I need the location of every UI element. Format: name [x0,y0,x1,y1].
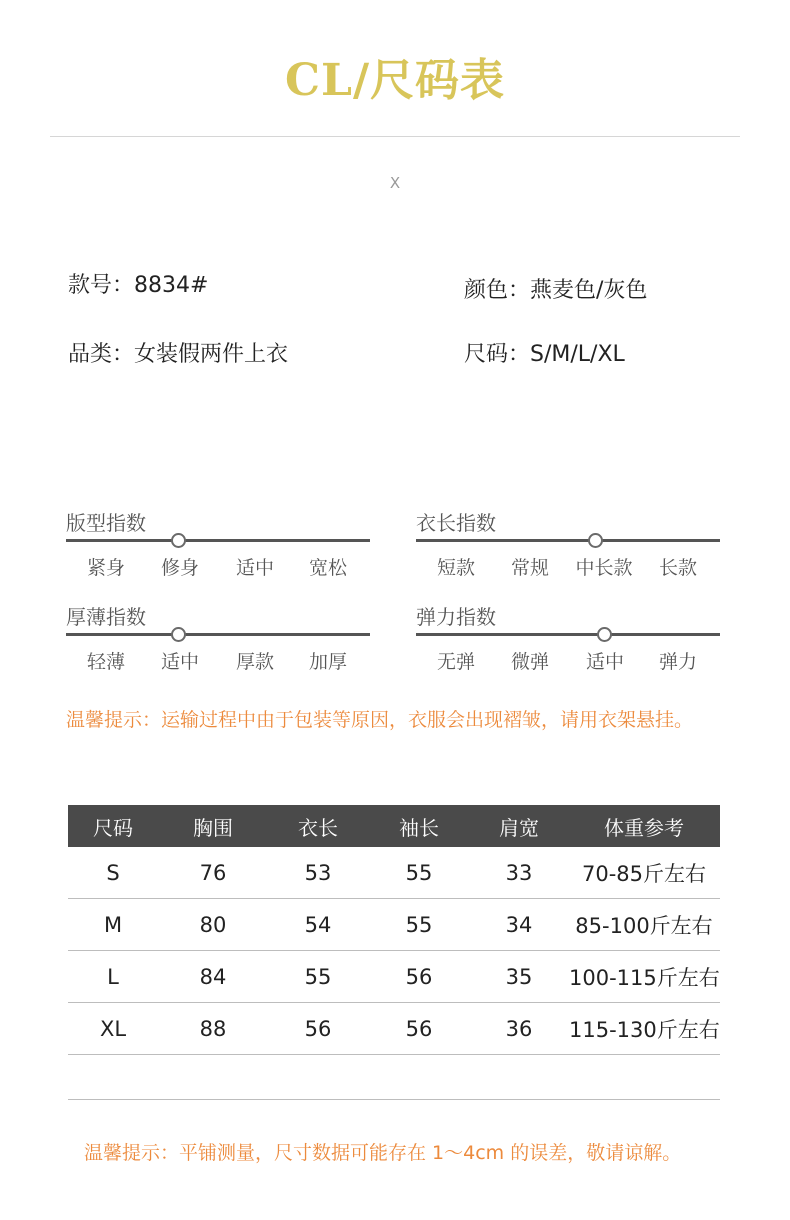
table-cell: 55 [368,847,470,899]
gauge-track [66,539,370,542]
table-row [68,951,720,1003]
size-table [68,805,720,1055]
gauge-title: 厚薄指数 [66,605,146,629]
thickness-index-gauge [66,601,370,671]
gauge-option: 无弹 [436,651,475,673]
fit-index-gauge [66,507,370,577]
table-row [68,847,720,899]
table-cell: 84 [158,951,268,1003]
gauge-option: 厚款 [235,651,274,673]
gauge-option: 适中 [235,557,274,579]
elasticity-index-gauge [416,601,720,671]
table-cell: 88 [158,1003,268,1055]
table-cell: 70-85斤左右 [568,847,720,899]
table-cell: 54 [268,899,368,951]
table-cell: 36 [470,1003,568,1055]
gauge-title: 衣长指数 [416,511,496,535]
table-cell: 35 [470,951,568,1003]
table-cell: 100-115斤左右 [568,951,720,1003]
gauge-option: 微弹 [510,651,549,673]
gauge-option: 短款 [436,557,475,579]
table-cell: 56 [368,951,470,1003]
table-bottom-divider [68,1099,720,1100]
table-cell: 34 [470,899,568,951]
table-cell: L [68,951,158,1003]
gauge-knob [597,627,612,642]
gauge-option: 适中 [585,651,624,673]
length-index-gauge [416,507,720,577]
gauge-knob [171,627,186,642]
gauge-title: 弹力指数 [416,605,496,629]
column-header: 肩宽 [470,805,568,847]
gauge-option: 常规 [510,557,549,579]
table-cell: 55 [368,899,470,951]
close-icon[interactable]: X [389,174,401,192]
gauge-option: 轻薄 [86,651,125,673]
gauge-track [66,633,370,636]
size-range-info: 尺码：S/M/L/XL [464,342,625,367]
table-cell: 55 [268,951,368,1003]
table-cell: 56 [368,1003,470,1055]
table-row [68,899,720,951]
table-cell: 80 [158,899,268,951]
gauge-track [416,539,720,542]
table-cell: 33 [470,847,568,899]
gauge-track [416,633,720,636]
table-cell: 76 [158,847,268,899]
table-cell: 85-100斤左右 [568,899,720,951]
column-header: 衣长 [268,805,368,847]
title-divider [50,136,740,137]
shipping-notice: 温馨提示：运输过程中由于包装等原因，衣服会出现褶皱，请用衣架悬挂。 [66,709,694,731]
gauge-knob [171,533,186,548]
table-cell: 53 [268,847,368,899]
gauge-option: 长款 [658,557,697,579]
gauge-option: 加厚 [308,651,347,673]
column-header: 袖长 [368,805,470,847]
style-number: 款号：8834# [68,273,209,298]
gauge-option: 弹力 [658,651,697,673]
table-cell: 56 [268,1003,368,1055]
table-cell: S [68,847,158,899]
gauge-option: 适中 [160,651,199,673]
gauge-title: 版型指数 [66,511,146,535]
gauge-knob [588,533,603,548]
color-info: 颜色：燕麦色/灰色 [464,278,648,303]
column-header: 尺码 [68,805,158,847]
gauge-option: 宽松 [308,557,347,579]
gauge-option: 修身 [160,557,199,579]
table-cell: M [68,899,158,951]
category-info: 品类：女装假两件上衣 [68,342,289,367]
measurement-notice: 温馨提示：平铺测量，尺寸数据可能存在 1～4cm 的误差，敬请谅解。 [84,1142,682,1164]
table-cell: 115-130斤左右 [568,1003,720,1055]
table-row [68,1003,720,1055]
gauge-option: 紧身 [86,557,125,579]
table-cell: XL [68,1003,158,1055]
column-header: 体重参考 [568,805,720,847]
page-title: CL/尺码表 [284,55,506,106]
table-header-row [68,805,720,847]
gauge-option: 中长款 [575,557,633,579]
column-header: 胸围 [158,805,268,847]
